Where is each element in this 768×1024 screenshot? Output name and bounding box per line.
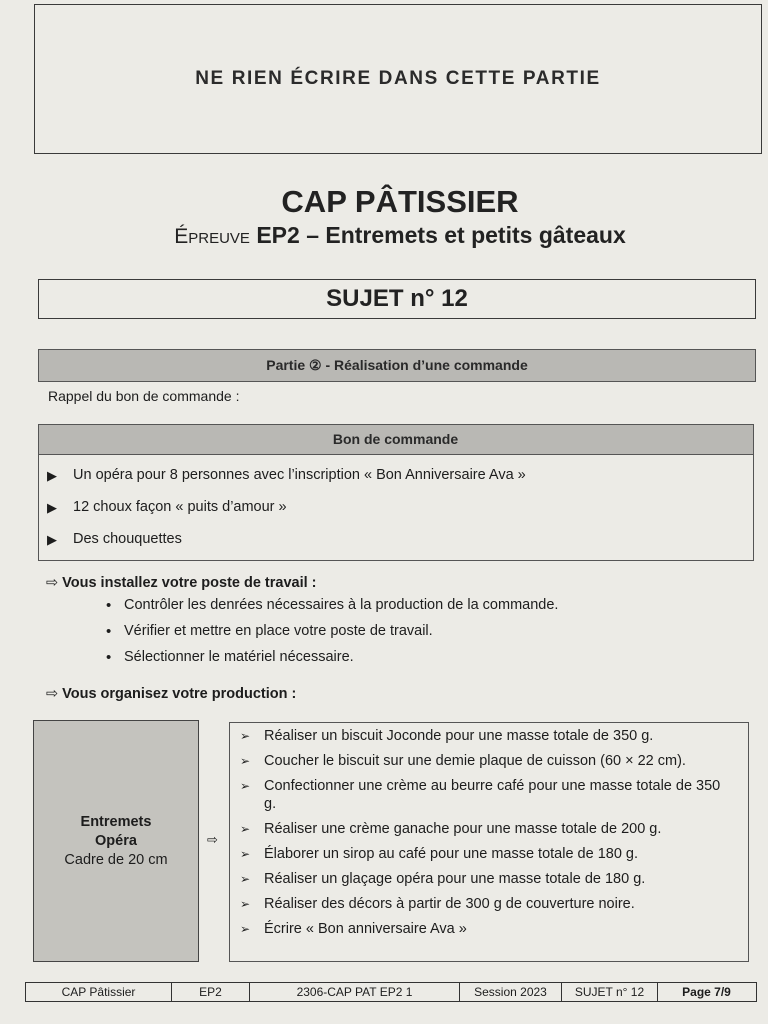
rappel-text: Rappel du bon de commande : [48,388,240,404]
document-title: CAP PÂTISSIER [281,184,519,219]
chevron-bullet-icon: ➢ [240,922,251,936]
section-heading-poste [46,575,317,591]
footer-session: Session 2023 [460,983,562,1001]
production-steps-list [230,723,748,938]
order-form-title: Bon de commande [332,431,459,447]
product-line-1: Entremets [80,813,152,830]
product-line-3: Cadre de 20 cm [64,851,168,868]
order-item-text: 12 choux façon « puits d’amour » [73,499,287,515]
subtitle-prefix: Épreuve [174,225,250,248]
right-arrow-icon: ⇨ [207,832,218,847]
production-step [230,752,748,770]
footer-exam: CAP Pâtissier [26,983,172,1001]
order-item [39,467,526,499]
order-form-header [38,424,754,455]
sujet-box [38,279,756,319]
product-line-2: Opéra [95,832,137,849]
document-subtitle [0,222,768,249]
product-box [33,720,199,962]
order-item [39,499,526,531]
section-heading-production [46,686,296,702]
right-arrow-icon: ⇨ [46,575,59,591]
sujet-label: SUJET n° 12 [326,285,468,312]
right-arrow-icon: ⇨ [46,686,59,702]
poste-item: • Vérifier et mettre en place votre poste de travail. [104,623,558,649]
production-step [230,845,748,863]
poste-list [104,597,558,675]
production-step [230,727,748,745]
production-step-text: Réaliser des décors à partir de 300 g de couverture noire. [264,896,635,912]
chevron-bullet-icon: ➢ [240,897,251,911]
production-step [230,820,748,838]
footer-sujet: SUJET n° 12 [562,983,658,1001]
partie-label: Partie ② - Réalisation d’une commande [266,357,528,373]
triangle-bullet-icon: ▶ [47,532,57,547]
chevron-bullet-icon: ➢ [240,847,251,861]
footer-page: Page 7/9 [682,985,731,999]
chevron-bullet-icon: ➢ [240,872,251,886]
order-form-box [38,424,754,561]
order-item [39,531,526,563]
order-item-text: Des chouquettes [73,531,182,547]
footer-epreuve: EP2 [172,983,250,1001]
chevron-bullet-icon: ➢ [240,754,251,768]
section-heading-text: Vous installez votre poste de travail : [62,575,317,591]
page-footer [25,982,757,1002]
poste-item: • Sélectionner le matériel nécessaire. [104,649,558,675]
poste-item: • Contrôler les denrées nécessaires à la production de la commande. [104,597,558,623]
do-not-write-zone [34,4,762,154]
production-step [230,777,748,813]
chevron-bullet-icon: ➢ [240,729,251,743]
order-list [39,467,526,563]
production-step [230,870,748,888]
production-step-text: Réaliser un biscuit Joconde pour une masse totale de 350 g. [264,728,654,744]
production-step-text: Réaliser un glaçage opéra pour une masse totale de 180 g. [264,871,646,887]
footer-code: 2306-CAP PAT EP2 1 [250,983,460,1001]
production-step-text: Écrire « Bon anniversaire Ava » [264,921,467,937]
production-step [230,920,748,938]
triangle-bullet-icon: ▶ [47,468,57,483]
order-item-text: Un opéra pour 8 personnes avec l’inscription « Bon Anniversaire Ava » [73,467,526,483]
section-heading-text: Vous organisez votre production : [62,686,297,702]
production-step-text: Réaliser une crème ganache pour une masse totale de 200 g. [264,821,662,837]
production-steps-box [229,722,749,962]
production-step-text: Coucher le biscuit sur une demie plaque de cuisson (60 × 22 cm). [264,753,686,769]
partie-header [38,349,756,382]
subtitle-main: EP2 – Entremets et petits gâteaux [256,222,626,248]
production-step [230,895,748,913]
production-step-text: Confectionner une crème au beurre café pour une masse totale de 350 g. [264,778,721,812]
chevron-bullet-icon: ➢ [240,822,251,836]
chevron-bullet-icon: ➢ [240,779,251,793]
production-step-text: Élaborer un sirop au café pour une masse totale de 180 g. [264,846,639,862]
header-notice: NE RIEN ÉCRIRE DANS CETTE PARTIE [195,68,601,89]
triangle-bullet-icon: ▶ [47,500,57,515]
